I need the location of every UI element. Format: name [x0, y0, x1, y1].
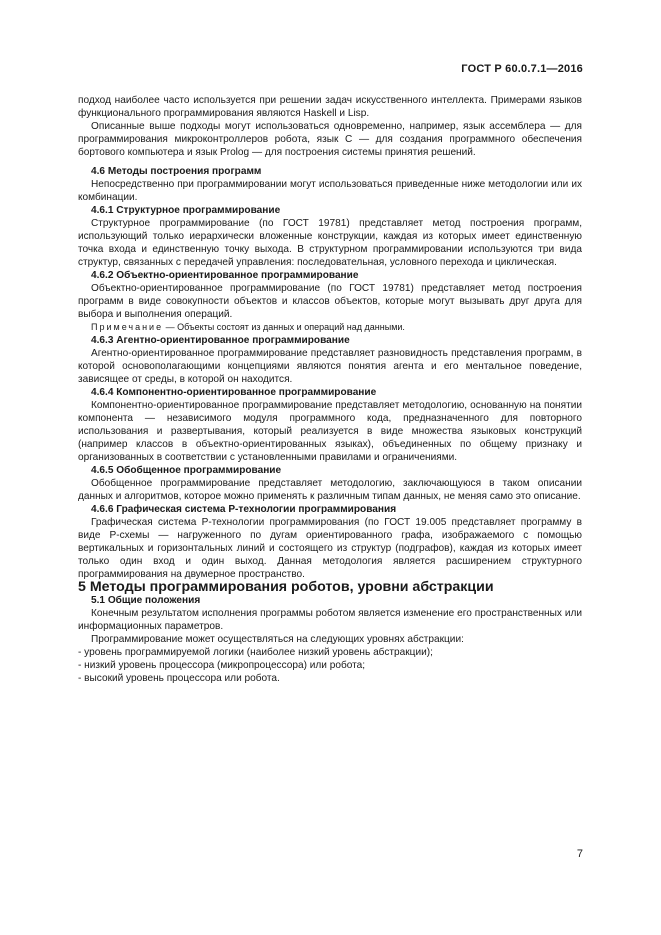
list-item: - уровень программируемой логики (наиболее низкий уровень абстракции);: [78, 646, 582, 659]
section-4-6-1-text: Структурное программирование (по ГОСТ 19781) представляет метод построения программ, использующий только иерархически вложенные конструкции, каждая из которых имеет единственную точка входа и единственную точку выхода. В структурном программировании используются три вида структур, связанных с передачей управления: последовательная, условного перехода и циклическая.: [78, 218, 582, 268]
section-4-6-2-text: Объектно-ориентированное программирование (по ГОСТ 19781) представляет метод построения программ в виде совокупности объектов и классов объектов, которые могут вызывать друг друга для выбора и выполнения операций.: [78, 283, 582, 320]
section-5-title: 5 Методы программирования роботов, уровни абстракции: [78, 579, 494, 595]
section-4-6-text: Непосредственно при программировании могут использоваться приведенные ниже методологии или их комбинации.: [78, 179, 582, 203]
section-4-6-3-title: 4.6.3 Агентно-ориентированное программирование: [91, 335, 350, 346]
section-4-6-6-title: 4.6.6 Графическая система Р-технологии программирования: [91, 504, 397, 515]
section-4-6-5-title: 4.6.5 Обобщенное программирование: [91, 465, 282, 476]
section-5-1-text-1: Конечным результатом исполнения программы роботом является изменение его пространственных или информационных параметров.: [78, 608, 582, 632]
paragraph-approaches: Описанные выше подходы могут использоваться одновременно, например, язык ассемблера — для программирования микроконтроллеров робота, язык С — для создания программного обеспечения бортового компьютера и язык Prolog — для построения системы принятия решений.: [78, 121, 582, 158]
list-item: - низкий уровень процессора (микропроцессора) или робота;: [78, 659, 582, 672]
section-5-1-text-2: Программирование может осуществляться на следующих уровнях абстракции:: [91, 634, 464, 645]
abstraction-levels-list: [78, 646, 582, 685]
section-4-6-6-text: Графическая система Р-технологии программирования (по ГОСТ 19.005 представляет программу в виде Р-схемы — нагруженного по дугам ориентированного графа, изображаемого с помощью вертикальных и горизонтальных линий и состоящего из структур (подграфов), каждая из которых имеет только один вход и один выход. Данная методология является расширением структурного программирования на двумерное пространство.: [78, 517, 582, 580]
paragraph-intro: подход наиболее часто используется при решении задач искусственного интеллекта. Примерами языков функционального программирования являются Haskell и Lisp.: [78, 95, 582, 119]
list-item: - высокий уровень процессора или робота.: [78, 672, 582, 685]
section-4-6-2-title: 4.6.2 Объектно-ориентированное программирование: [91, 270, 359, 281]
page-number: 7: [576, 848, 583, 860]
section-4-6-4-text: Компонентно-ориентированное программирование представляет методологию, основанную на понятии компонента — независимого модуля программного кода, предназначенного для повторного использования и развертывания, который реализуется в виде множества языковых конструкций (например классов в объектно-ориентированных языках), объединенных по общему признаку и организованных в соответствии с установленными правилами и ограничениями.: [78, 400, 582, 463]
section-5-1-title: 5.1 Общие положения: [91, 595, 201, 606]
note-label: Примечание: [91, 322, 164, 332]
document-header: ГОСТ Р 60.0.7.1—2016: [461, 63, 583, 75]
section-4-6-title: 4.6 Методы построения программ: [91, 166, 262, 177]
section-4-6-5-text: Обобщенное программирование представляет методологию, заключающуюся в таком описании данных и алгоритмов, которое можно применять к различным типам данных, не меняя само это описание.: [78, 478, 582, 502]
note-text: — Объекты состоят из данных и операций над данными.: [163, 322, 405, 332]
section-4-6-3-text: Агентно-ориентированное программирование представляет разновидность представления программ, в которой основополагающими концепциями являются понятия агента и его ментальное поведение, зависящее от среды, в которой он находится.: [78, 348, 582, 385]
document-body: [78, 94, 582, 685]
section-4-6-4-title: 4.6.4 Компонентно-ориентированное программирование: [91, 387, 377, 398]
note: [78, 321, 582, 334]
section-4-6-1-title: 4.6.1 Структурное программирование: [91, 205, 281, 216]
